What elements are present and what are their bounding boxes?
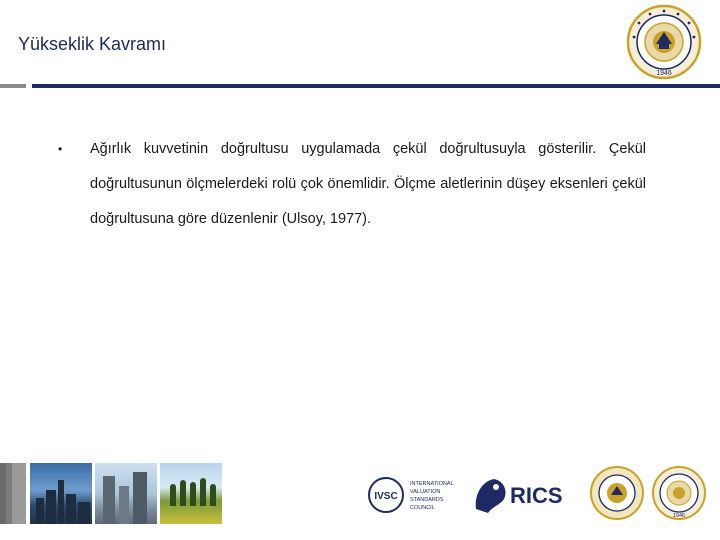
svg-text:RICS: RICS (510, 483, 563, 508)
ivsc-logo (366, 465, 466, 522)
footer-banner (0, 463, 720, 524)
title-rule-navy (32, 84, 720, 88)
svg-text:INTERNATIONAL: INTERNATIONAL (410, 481, 454, 487)
svg-text:COUNCIL: COUNCIL (410, 505, 435, 511)
rics-logo (470, 465, 580, 522)
university-seal-icon (626, 4, 702, 80)
svg-text:1946: 1946 (672, 513, 686, 519)
bullet-dot: • (58, 142, 63, 156)
bullet-list (58, 132, 646, 237)
office-towers-photo (95, 463, 157, 524)
city-skyline-photo (30, 463, 92, 524)
svg-text:VALUATION: VALUATION (410, 489, 441, 495)
svg-text:IVSC: IVSC (374, 491, 398, 502)
countryside-photo (160, 463, 222, 524)
footer-gray-stripes (0, 463, 26, 524)
seal-logo-gold (588, 465, 646, 522)
title-rule-gray (0, 84, 26, 88)
seal-year: 1946 (656, 70, 672, 77)
svg-text:STANDARDS: STANDARDS (410, 497, 444, 503)
bullet-text: Ağırlık kuvvetinin doğrultusu uygulamada çekül doğrultusuyla gösterilir. Çekül doğrultusunun ölçmelerdeki rolü çok önemlidir. Ölçme aletlerinin düşey eksenleri çekül doğrultusuna göre düzenlenir (Ulsoy, 1977). (90, 141, 646, 227)
university-seal-small-icon (650, 465, 708, 522)
slide-title: Yükseklik Kavramı (18, 34, 167, 54)
